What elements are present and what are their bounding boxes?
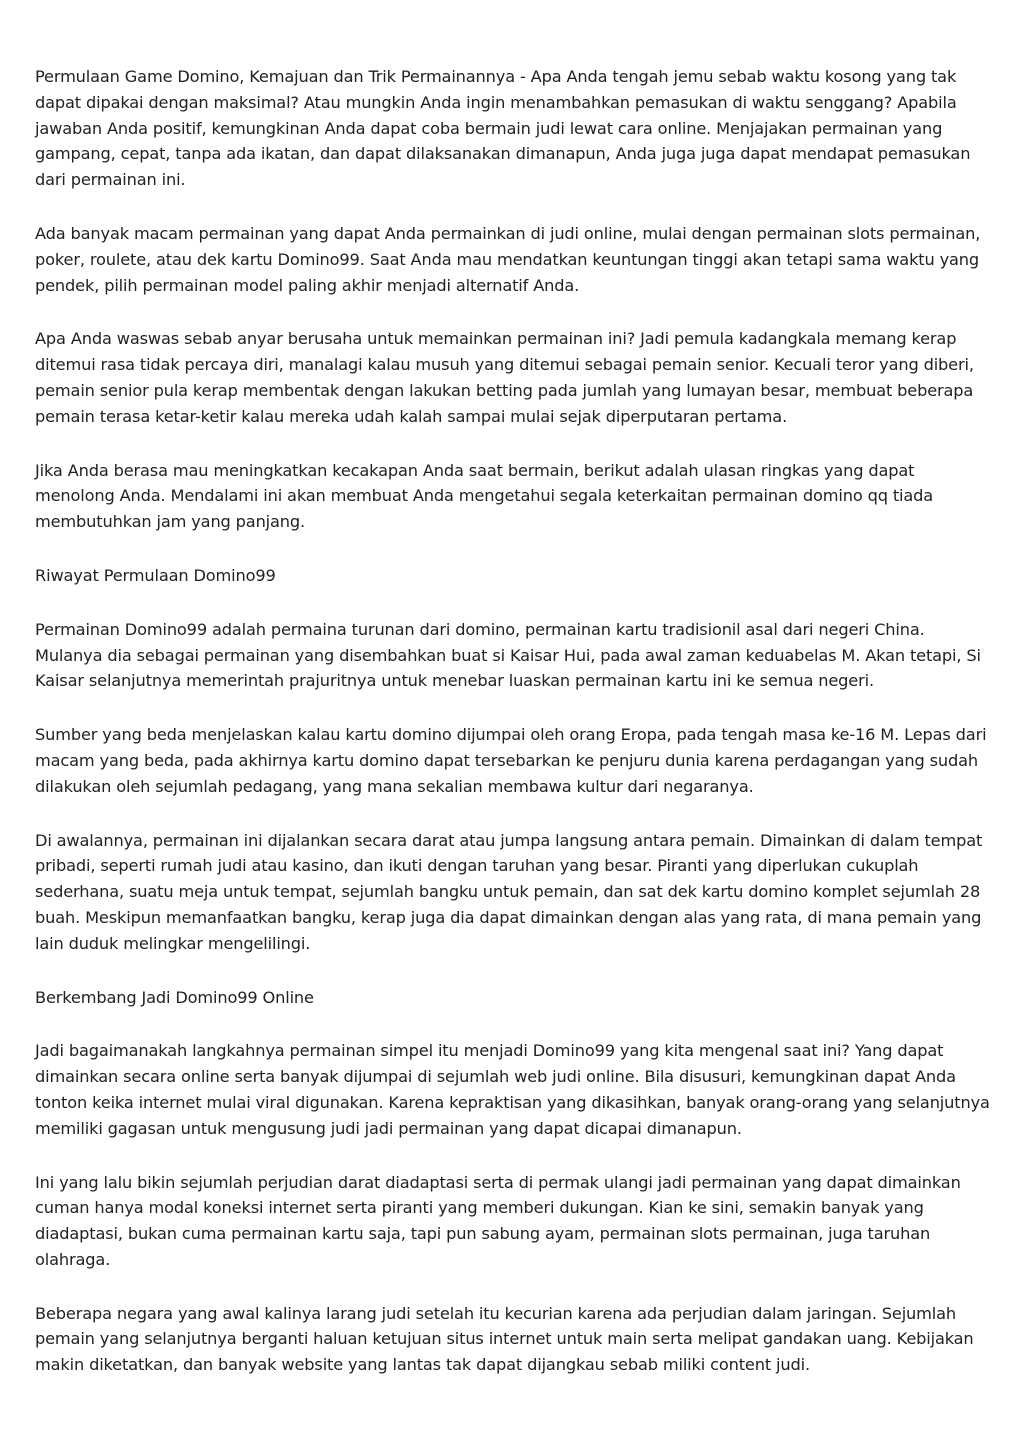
paragraph-game-types: Ada banyak macam permainan yang dapat Anda permainkan di judi online, mulai dengan permainan slots permainan, poker, roulete, atau dek kartu Domino99. Saat Anda mau mendatkan keuntungan tinggi akan tetapi sama waktu yang pendek, pilih permainan model paling akhir menjadi alternatif Anda.	[35, 223, 981, 295]
paragraph-origin-europe: Sumber yang beda menjelaskan kalau kartu domino dijumpai oleh orang Eropa, pada tengah masa ke-16 M. Lepas dari macam yang beda, pada akhirnya kartu domino dapat tersebarkan ke penjuru dunia karena perdagangan yang sudah dilakukan oleh sejumlah pedagang, yang mana sekalian membawa kultur dari negaranya.	[35, 725, 987, 796]
section-heading-online: Berkembang Jadi Domino99 Online	[35, 987, 314, 1007]
document-body	[35, 64, 995, 1406]
paragraph-online-evolution: Jadi bagaimanakah langkahnya permainan simpel itu menjadi Domino99 yang kita mengenal saat ini? Yang dapat dimainkan secara online serta banyak dijumpai di sejumlah web judi online. Bila disusuri, kemungkinan dapat Anda tonton keika internet mulai viral digunakan. Karena kepraktisan yang dikasihkan, banyak orang-orang yang selanjutnya memiliki gagasan untuk mengusung judi jadi permainan yang dapat dicapai dimanapun.	[35, 1041, 990, 1138]
paragraph-beginner-worries: Apa Anda waswas sebab anyar berusaha untuk memainkan permainan ini? Jadi pemula kadangkala memang kerap ditemui rasa tidak percaya diri, manalagi kalau musuh yang ditemui sebagai pemain senior. Kecuali teror yang diberi, pemain senior pula kerap membentak dengan lakukan betting pada jumlah yang lumayan besar, membuat beberapa pemain terasa ketar-ketir kalau mereka udah kalah sampai mulai sejak diperputaran pertama.	[35, 329, 974, 426]
paragraph-intro: Permulaan Game Domino, Kemajuan dan Trik Permainannya - Apa Anda tengah jemu sebab waktu kosong yang tak dapat dipakai dengan maksimal? Atau mungkin Anda ingin menambahkan pemasukan di waktu senggang? Apabila jawaban Anda positif, kemungkinan Anda dapat coba bermain judi lewat cara online. Menjajakan permainan yang gampang, cepat, tanpa ada ikatan, dan dapat dilaksanakan dimanapun, Anda juga juga dapat mendapat pemasukan dari permainan ini.	[35, 67, 971, 190]
paragraph-improve-skills: Jika Anda berasa mau meningkatkan kecakapan Anda saat bermain, berikut adalah ulasan ringkas yang dapat menolong Anda. Mendalami ini akan membuat Anda mengetahui segala keterkaitan permainan domino qq tiada membutuhkan jam yang panjang.	[35, 460, 934, 532]
paragraph-offline-play: Di awalannya, permainan ini dijalankan secara darat atau jumpa langsung antara pemain. Dimainkan di dalam tempat pribadi, seperti rumah judi atau kasino, dan ikuti dengan taruhan yang besar. Piranti yang diperlukan cukuplah sederhana, suatu meja untuk tempat, sejumlah bangku untuk pemain, dan sat dek kartu domino komplet sejumlah 28 buah. Meskipun memanfaatkan bangku, kerap juga dia dapat dimainkan dengan alas yang rata, di mana pemain yang lain duduk melingkar mengelilingi.	[35, 830, 983, 953]
section-heading-history: Riwayat Permulaan Domino99	[35, 565, 276, 585]
paragraph-origin-china: Permainan Domino99 adalah permaina turunan dari domino, permainan kartu tradisionil asal dari negeri China. Mulanya dia sebagai permainan yang disembahkan buat si Kaisar Hui, pada awal zaman keduabelas M. Akan tetapi, Si Kaisar selanjutnya memerintah prajuritnya untuk menebar luaskan permainan kartu ini ke semua negeri.	[35, 619, 981, 691]
paragraph-adaptation: Ini yang lalu bikin sejumlah perjudian darat diadaptasi serta di permak ulangi jadi permainan yang dapat dimainkan cuman hanya modal koneksi internet serta piranti yang memberi dukungan. Kian ke sini, semakin banyak yang diadaptasi, bukan cuma permainan kartu saja, tapi pun sabung ayam, permainan slots permainan, juga taruhan olahraga.	[35, 1172, 961, 1269]
paragraph-regulation: Beberapa negara yang awal kalinya larang judi setelah itu kecurian karena ada perjudian dalam jaringan. Sejumlah pemain yang selanjutnya berganti haluan ketujuan situs internet untuk main serta melipat gandakan uang. Kebijakan makin diketatkan, dan banyak website yang lantas tak dapat dijangkau sebab miliki content judi.	[35, 1303, 974, 1375]
